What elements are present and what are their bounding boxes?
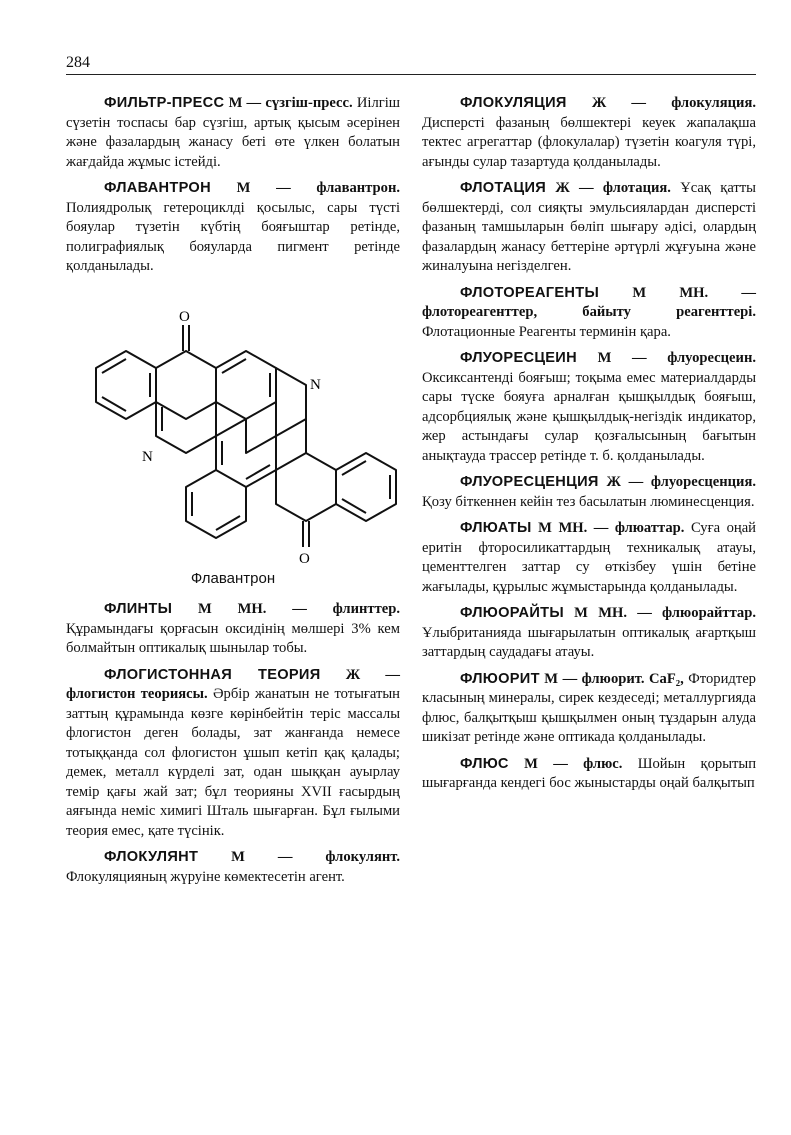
nitrogen-label-right: N	[310, 376, 321, 393]
entry-headword: ФЛОТОРЕАГЕНТЫ	[460, 284, 600, 301]
dictionary-entry	[66, 179, 400, 277]
entry-definition: Флокуляцияның жүруіне көмектесетін агент.	[66, 868, 345, 885]
flavanthrone-structure-diagram	[68, 285, 398, 565]
entry-headword: ФЛЮОРАЙТЫ	[460, 605, 564, 621]
entry-equivalent: М — сүзгіш-пресс.	[228, 95, 353, 111]
entry-definition: Дисперсті фазаның бөлшектері кеуек жапалақша тектес агрегаттар (флокулалар) түзетін коагуля түрі, ағынды сулар тазартуда қолданылады.	[422, 114, 756, 170]
entry-equivalent: М — флюс.	[524, 755, 623, 772]
oxygen-label-bottom: O	[299, 550, 310, 565]
entry-headword: ФЛИНТЫ	[104, 601, 173, 617]
entry-headword: ФЛОГИСТОННАЯ ТЕОРИЯ	[104, 666, 321, 683]
right-column	[422, 94, 756, 801]
entry-definition: Әрбір жанатын не тотығатын заттың құрамында көзге көрінбейтін теріс массалы флогистон деген болады, зат жанғанда немесе тотыққанда сол флогистон ұшып кетіп қақ қалады; демек, металл күрделі зат, одан шыққан ауырлау темір қағы жай зат; бұл теорияны XVII ғасырдың аяғында неміс химигі Шталь шығарған. Бұл ғылыми теория емес, қате түсінік.	[66, 686, 400, 839]
entry-headword: ФЛОКУЛЯНТ	[104, 849, 199, 865]
entry-headword: ФЛУОРЕСЦЕИН	[460, 350, 577, 366]
entry-definition: Ұсақ қатты бөлшектерді, сол сияқты эмульсиялардан дисперсті фазаның тамшыларын бөліп шығару әдісі, олардың фазалардың жанасу беттеріне әртүрлі жұғуына және жиналуына негізделген.	[422, 180, 756, 274]
dictionary-entry	[422, 473, 756, 512]
entry-equivalent: Ж — флотация.	[555, 180, 671, 196]
entry-definition: Суға оңай еритін фторосиликаттардың техникалық атауы, цементтелген заттар су өткізбеу үшін бетіне жағылады, құрылыс жұмыстарында қолданылады.	[422, 520, 756, 595]
entry-headword: ФЛОТАЦИЯ	[460, 180, 547, 196]
entry-headword: ФЛАВАНТРОН	[104, 180, 211, 196]
entry-definition: Оксиксантенді бояғыш; тоқыма емес материалдарды сары түске бояуға арналған қышқылдық бояғыш, адсорбциялық және қышқылдық-негіздік индикатор, жер астындағы сулар қозғалысының бағытын анықтауда трассер ретінде т. б. қолданылады.	[422, 369, 756, 464]
entry-equivalent: М МН. — флюаттар.	[538, 520, 685, 536]
entry-equivalent: Ж — флуоресценция.	[606, 474, 756, 490]
entry-headword: ФЛЮС	[460, 755, 509, 772]
entry-definition: Қозу біткеннен кейін тез басылатын люминесценция.	[422, 493, 755, 510]
entry-equivalent: М МН. — флюорайттар.	[574, 605, 756, 621]
entry-definition: Флотационные Реагенты терминін қара.	[422, 323, 671, 340]
entry-equivalent: Ж — флогистон теориясы.	[66, 666, 400, 702]
entry-headword: ФЛОКУЛЯЦИЯ	[460, 95, 567, 111]
oxygen-label-top: O	[179, 308, 190, 325]
dictionary-entry	[422, 604, 756, 663]
dictionary-entry	[422, 670, 756, 748]
entry-definition: Полиядролық гетероциклді қосылыс, сары түсті бояулар түзетін күбтің бояғыштар ретінде, полиграфиялық бояуларда пигмент ретінде қолданылады.	[66, 199, 400, 274]
left-column	[66, 94, 400, 894]
entry-equivalent: М — флуоресцеин.	[597, 350, 757, 366]
entry-definition: Ұлыбританияда шығарылатын оптикалық ағартқыш заттардың саудадағы атауы.	[422, 624, 756, 660]
entry-headword: ФЛЮОРИТ	[460, 670, 540, 687]
entry-equivalent: М — флокулянт.	[231, 849, 400, 865]
dictionary-entry	[422, 349, 756, 466]
entry-definition: Құрамындағы қорғасын оксидінің мөлшері 3% кем болмайтын оптикалық шынылар тобы.	[66, 620, 400, 656]
header-rule	[66, 74, 756, 75]
dictionary-entry	[66, 600, 400, 659]
entry-definition: Иілгіш сүзетін тоспасы бар сүзгіш, артық қысым әсерінен және фазалардың жанасу беті өте үлкен болатын жағдайда жұмыс істейді.	[66, 95, 401, 170]
flavanthrone-structure-figure	[66, 285, 400, 589]
entry-definition: Фторидтер класының минералы, сирек кездеседі; металлургияда флюс, балқытқыш қышқылмен оның тұздарын алуда шикізат ретінде және оптикада қолданылады.	[422, 670, 756, 745]
dictionary-entry	[66, 94, 400, 172]
figure-caption: Флавантрон	[190, 569, 276, 587]
entry-equivalent: М — флюорит. CaF₂,	[544, 670, 684, 687]
page-number: 284	[66, 54, 90, 71]
entry-headword: ФЛЮАТЫ	[460, 520, 532, 536]
dictionary-entry	[66, 666, 400, 842]
entry-definition: Шойын қорытып шығарғанда кендегі бос жыныстарды оңай балқытып	[422, 755, 757, 791]
dictionary-entry	[422, 179, 756, 277]
entry-equivalent: Ж — флокуляция.	[591, 95, 756, 111]
dictionary-entry	[422, 519, 756, 597]
entry-headword: ФЛУОРЕСЦЕНЦИЯ	[460, 474, 599, 490]
dictionary-entry	[422, 755, 756, 794]
entry-equivalent: М — флавантрон.	[236, 180, 400, 196]
dictionary-entry	[66, 848, 400, 887]
nitrogen-label-left: N	[142, 448, 153, 465]
dictionary-entry	[422, 284, 756, 343]
dictionary-entry	[422, 94, 756, 172]
entry-equivalent: М МН. — флинттер.	[198, 601, 400, 617]
entry-equivalent: М МН. — флотореагенттер, байыту реагенттері.	[422, 284, 756, 320]
entry-headword: ФИЛЬТР-ПРЕСС	[104, 95, 225, 111]
